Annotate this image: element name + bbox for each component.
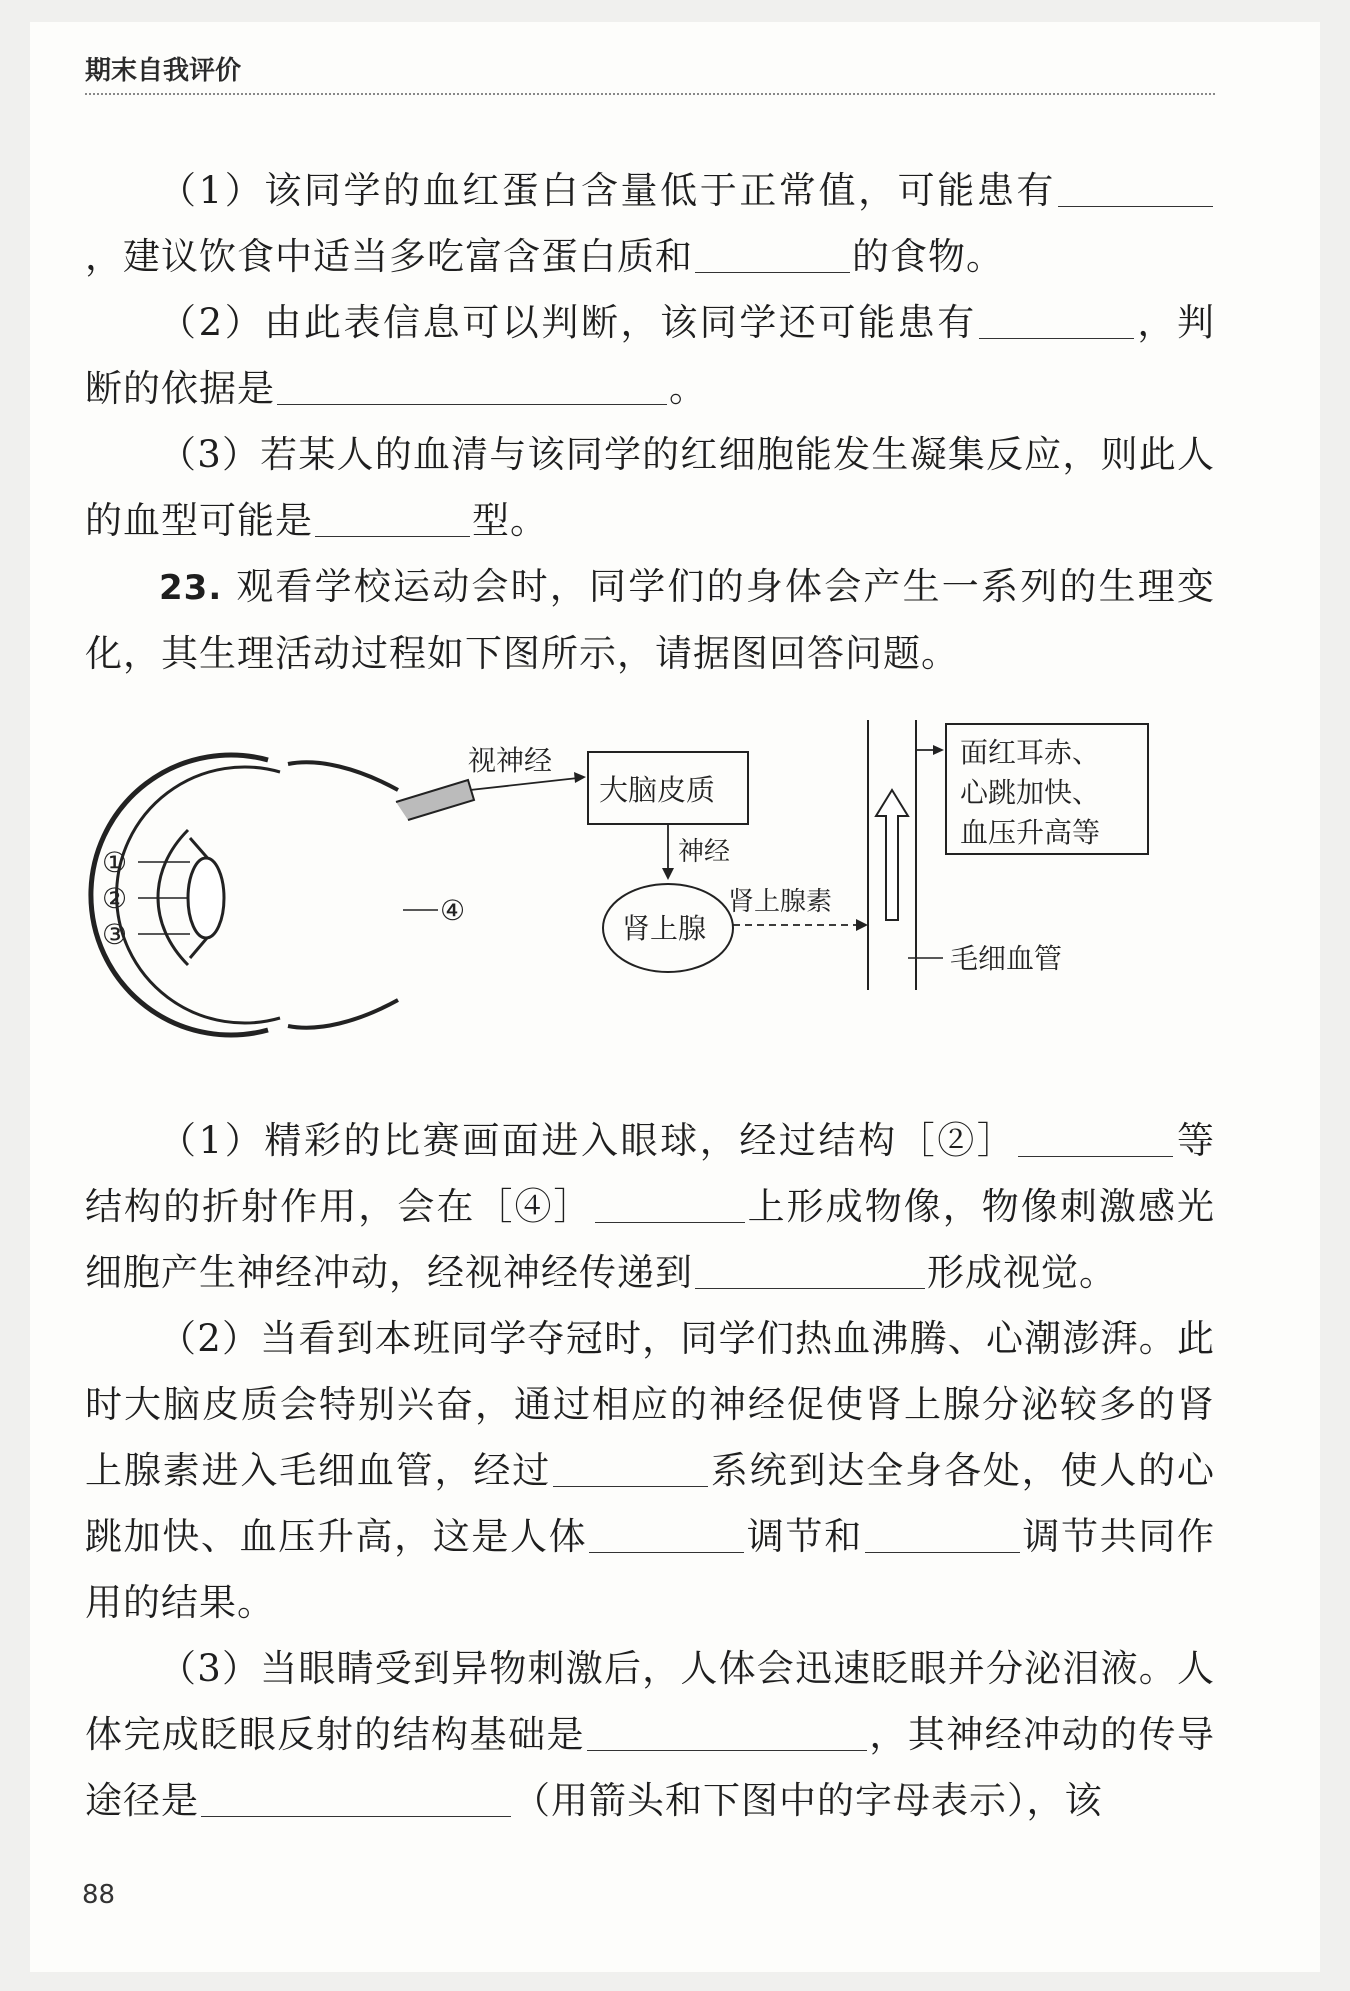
answer-blank[interactable]	[277, 367, 667, 405]
question-number: 23.	[159, 568, 223, 608]
answer-blank[interactable]	[695, 1251, 925, 1289]
q22-sub1: （1）该同学的血红蛋白含量低于正常值，可能患有，建议饮食中适当多吃富含蛋白质和 的食物。	[85, 158, 1215, 290]
q23-sub2: （2）当看到本班同学夺冠时，同学们热血沸腾、心潮澎湃。此时大脑皮质会特别兴奋，通过相应的神经促使肾上腺分泌较多的肾上腺素进入毛细血管，经过 系统到达全身各处，使人的心跳加快、血压升高，这是人体 调节和 调节共同作用的结果。	[85, 1317, 1216, 1624]
effects-line-3: 血压升高等	[960, 816, 1101, 849]
answer-blank[interactable]	[201, 1779, 511, 1817]
answer-blank[interactable]	[315, 499, 470, 537]
marker-3: ③	[102, 918, 128, 951]
marker-1: ①	[102, 846, 128, 879]
nerve-label: 神经	[678, 837, 731, 867]
capillary-label: 毛细血管	[950, 942, 1063, 975]
optic-nerve-label: 视神经	[468, 744, 553, 777]
answer-blank[interactable]	[979, 301, 1134, 339]
q22-sub2: （2）由此表信息可以判断，该同学还可能患有 ，判断的依据是 。	[85, 301, 1215, 410]
q23-sub3: （3）当眼睛受到异物刺激后，人体会迅速眨眼并分泌泪液。人体完成眨眼反射的结构基础是 ，其神经冲动的传导途径是 （用箭头和下图中的字母表示），该	[85, 1647, 1216, 1822]
answer-blank[interactable]	[1058, 169, 1213, 207]
adrenaline-label: 肾上腺素	[728, 887, 833, 917]
cortex-label: 大脑皮质	[599, 773, 716, 807]
marker-2: ②	[102, 882, 128, 915]
answer-blank[interactable]	[553, 1449, 708, 1487]
question-23-subquestions	[85, 1108, 1215, 1834]
answer-blank[interactable]	[865, 1515, 1020, 1553]
blood-flow-arrow	[876, 790, 908, 920]
answer-blank[interactable]	[587, 1713, 867, 1751]
answer-blank[interactable]	[589, 1515, 744, 1553]
q22-sub3: （3）若某人的血清与该同学的红细胞能发生凝集反应，则此人的血型可能是 型。	[85, 433, 1215, 542]
answer-blank[interactable]	[1018, 1119, 1173, 1157]
adrenal-label: 肾上腺	[622, 912, 707, 945]
question-22-continued	[85, 158, 1215, 687]
eye-lens	[188, 858, 224, 938]
optic-nerve-bundle	[396, 780, 474, 820]
effects-line-2: 心跳加快、	[960, 776, 1101, 809]
answer-blank[interactable]	[695, 235, 850, 273]
page-number: 88	[82, 1880, 116, 1910]
effects-line-1: 面红耳赤、	[960, 736, 1101, 769]
marker-4: ④	[440, 894, 466, 927]
page-header: 期末自我评价	[85, 50, 1215, 95]
q23-sub1: （1）精彩的比赛画面进入眼球，经过结构［②］ 等结构的折射作用，会在［④］ 上形成物像，物像刺激感光细胞产生神经冲动，经视神经传递到 形成视觉。	[85, 1119, 1216, 1294]
answer-blank[interactable]	[595, 1185, 745, 1223]
physiology-diagram	[102, 720, 1248, 1060]
question-23-stem: 23. 观看学校运动会时，同学们的身体会产生一系列的生理变化，其生理活动过程如下图所示，请据图回答问题。	[85, 565, 1216, 675]
